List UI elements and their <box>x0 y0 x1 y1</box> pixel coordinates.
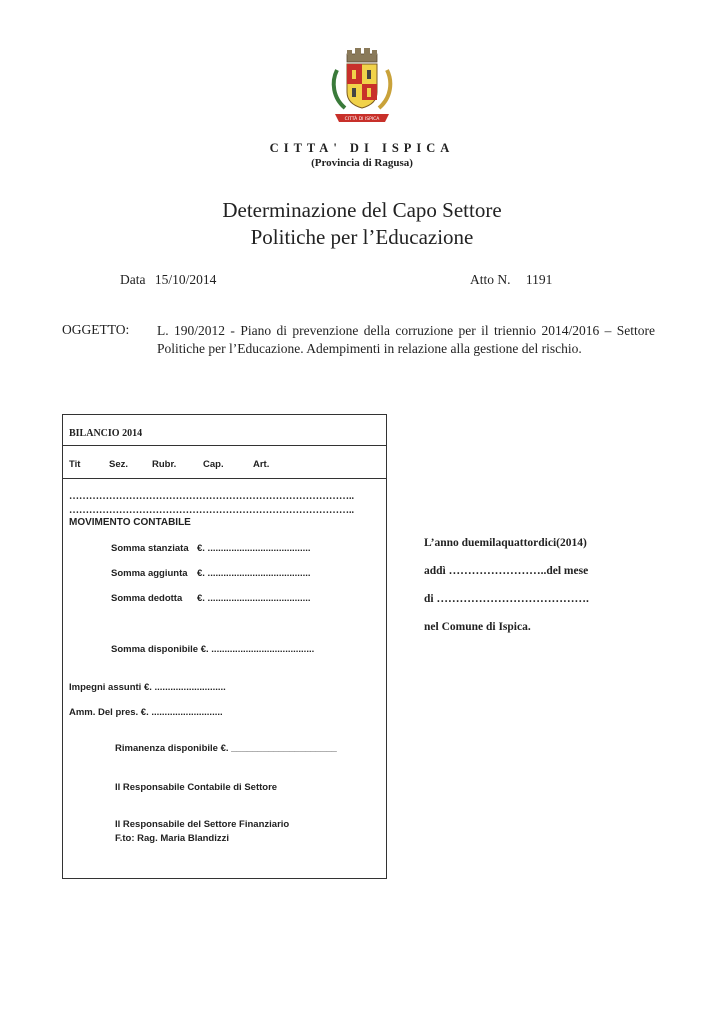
column-cap: Cap. <box>203 459 224 470</box>
day-month-statement: addì ……………………..del mese <box>424 565 589 577</box>
divider <box>63 478 386 479</box>
province-name: (Provincia di Ragusa) <box>311 157 413 169</box>
somma-aggiunta-label: Somma aggiunta <box>111 568 188 579</box>
column-rubr: Rubr. <box>152 459 177 470</box>
somma-dedotta-label: Somma dedotta <box>111 593 183 604</box>
date-field <box>120 272 216 288</box>
rimanenza-disponibile: Rimanenza disponibile €. ____________________ <box>115 743 337 754</box>
somma-disponibile: Somma disponibile €. ....................................... <box>111 644 315 655</box>
responsabile-contabile: Il Responsabile Contabile di Settore <box>115 782 278 793</box>
year-statement: L’anno duemilaquattordici(2014) <box>424 537 587 549</box>
document-title <box>0 197 724 251</box>
comune-statement: nel Comune di Ispica. <box>424 621 531 633</box>
column-tit: Tit <box>69 459 81 470</box>
somma-dedotta-row <box>111 593 311 604</box>
subject-text: L. 190/2012 - Piano di prevenzione della corruzione per il triennio 2014/2016 – Settore Politiche per l’Educazione. Adempimenti in relazione alla gestione del rischio. <box>157 323 655 356</box>
column-art: Art. <box>253 459 270 470</box>
somma-stanziata-label: Somma stanziata <box>111 543 189 554</box>
title-line-1: Determinazione del Capo Settore <box>222 198 502 222</box>
dotted-line-2: ………………………………………………………………………….. <box>69 505 354 516</box>
somma-aggiunta-value: €. ....................................... <box>197 568 311 579</box>
divider <box>63 445 386 446</box>
crest-banner-text: CITTÀ DI ISPICA <box>344 117 380 122</box>
city-crest-logo <box>327 48 397 126</box>
amm-del-pres: Amm. Del pres. €. ........................... <box>69 707 223 718</box>
dotted-line-1: ………………………………………………………………………….. <box>69 491 354 502</box>
act-label: Atto N. <box>470 272 511 287</box>
somma-aggiunta-row <box>111 568 311 579</box>
somma-stanziata-row <box>111 543 311 554</box>
date-label: Data <box>120 272 146 287</box>
somma-stanziata-value: €. ....................................... <box>197 543 311 554</box>
signature-name: F.to: Rag. Maria Blandizzi <box>115 833 230 844</box>
column-sez: Sez. <box>109 459 129 470</box>
responsabile-finanziario: Il Responsabile del Settore Finanziario <box>115 819 290 830</box>
act-value: 1191 <box>525 272 553 287</box>
budget-box <box>62 414 387 879</box>
budget-heading: BILANCIO 2014 <box>69 428 143 439</box>
month-line: di …………………………………. <box>424 593 589 605</box>
city-name: CITTA' DI ISPICA <box>269 141 455 155</box>
subject-label: OGGETTO: <box>62 322 130 337</box>
movimento-contabile-heading: MOVIMENTO CONTABILE <box>69 517 191 528</box>
somma-dedotta-value: €. ....................................... <box>197 593 311 604</box>
date-value: 15/10/2014 <box>154 272 217 287</box>
act-number-field <box>470 272 552 288</box>
title-line-2: Politiche per l’Educazione <box>250 225 474 249</box>
impegni-assunti: Impegni assunti €. ........................... <box>69 682 226 693</box>
